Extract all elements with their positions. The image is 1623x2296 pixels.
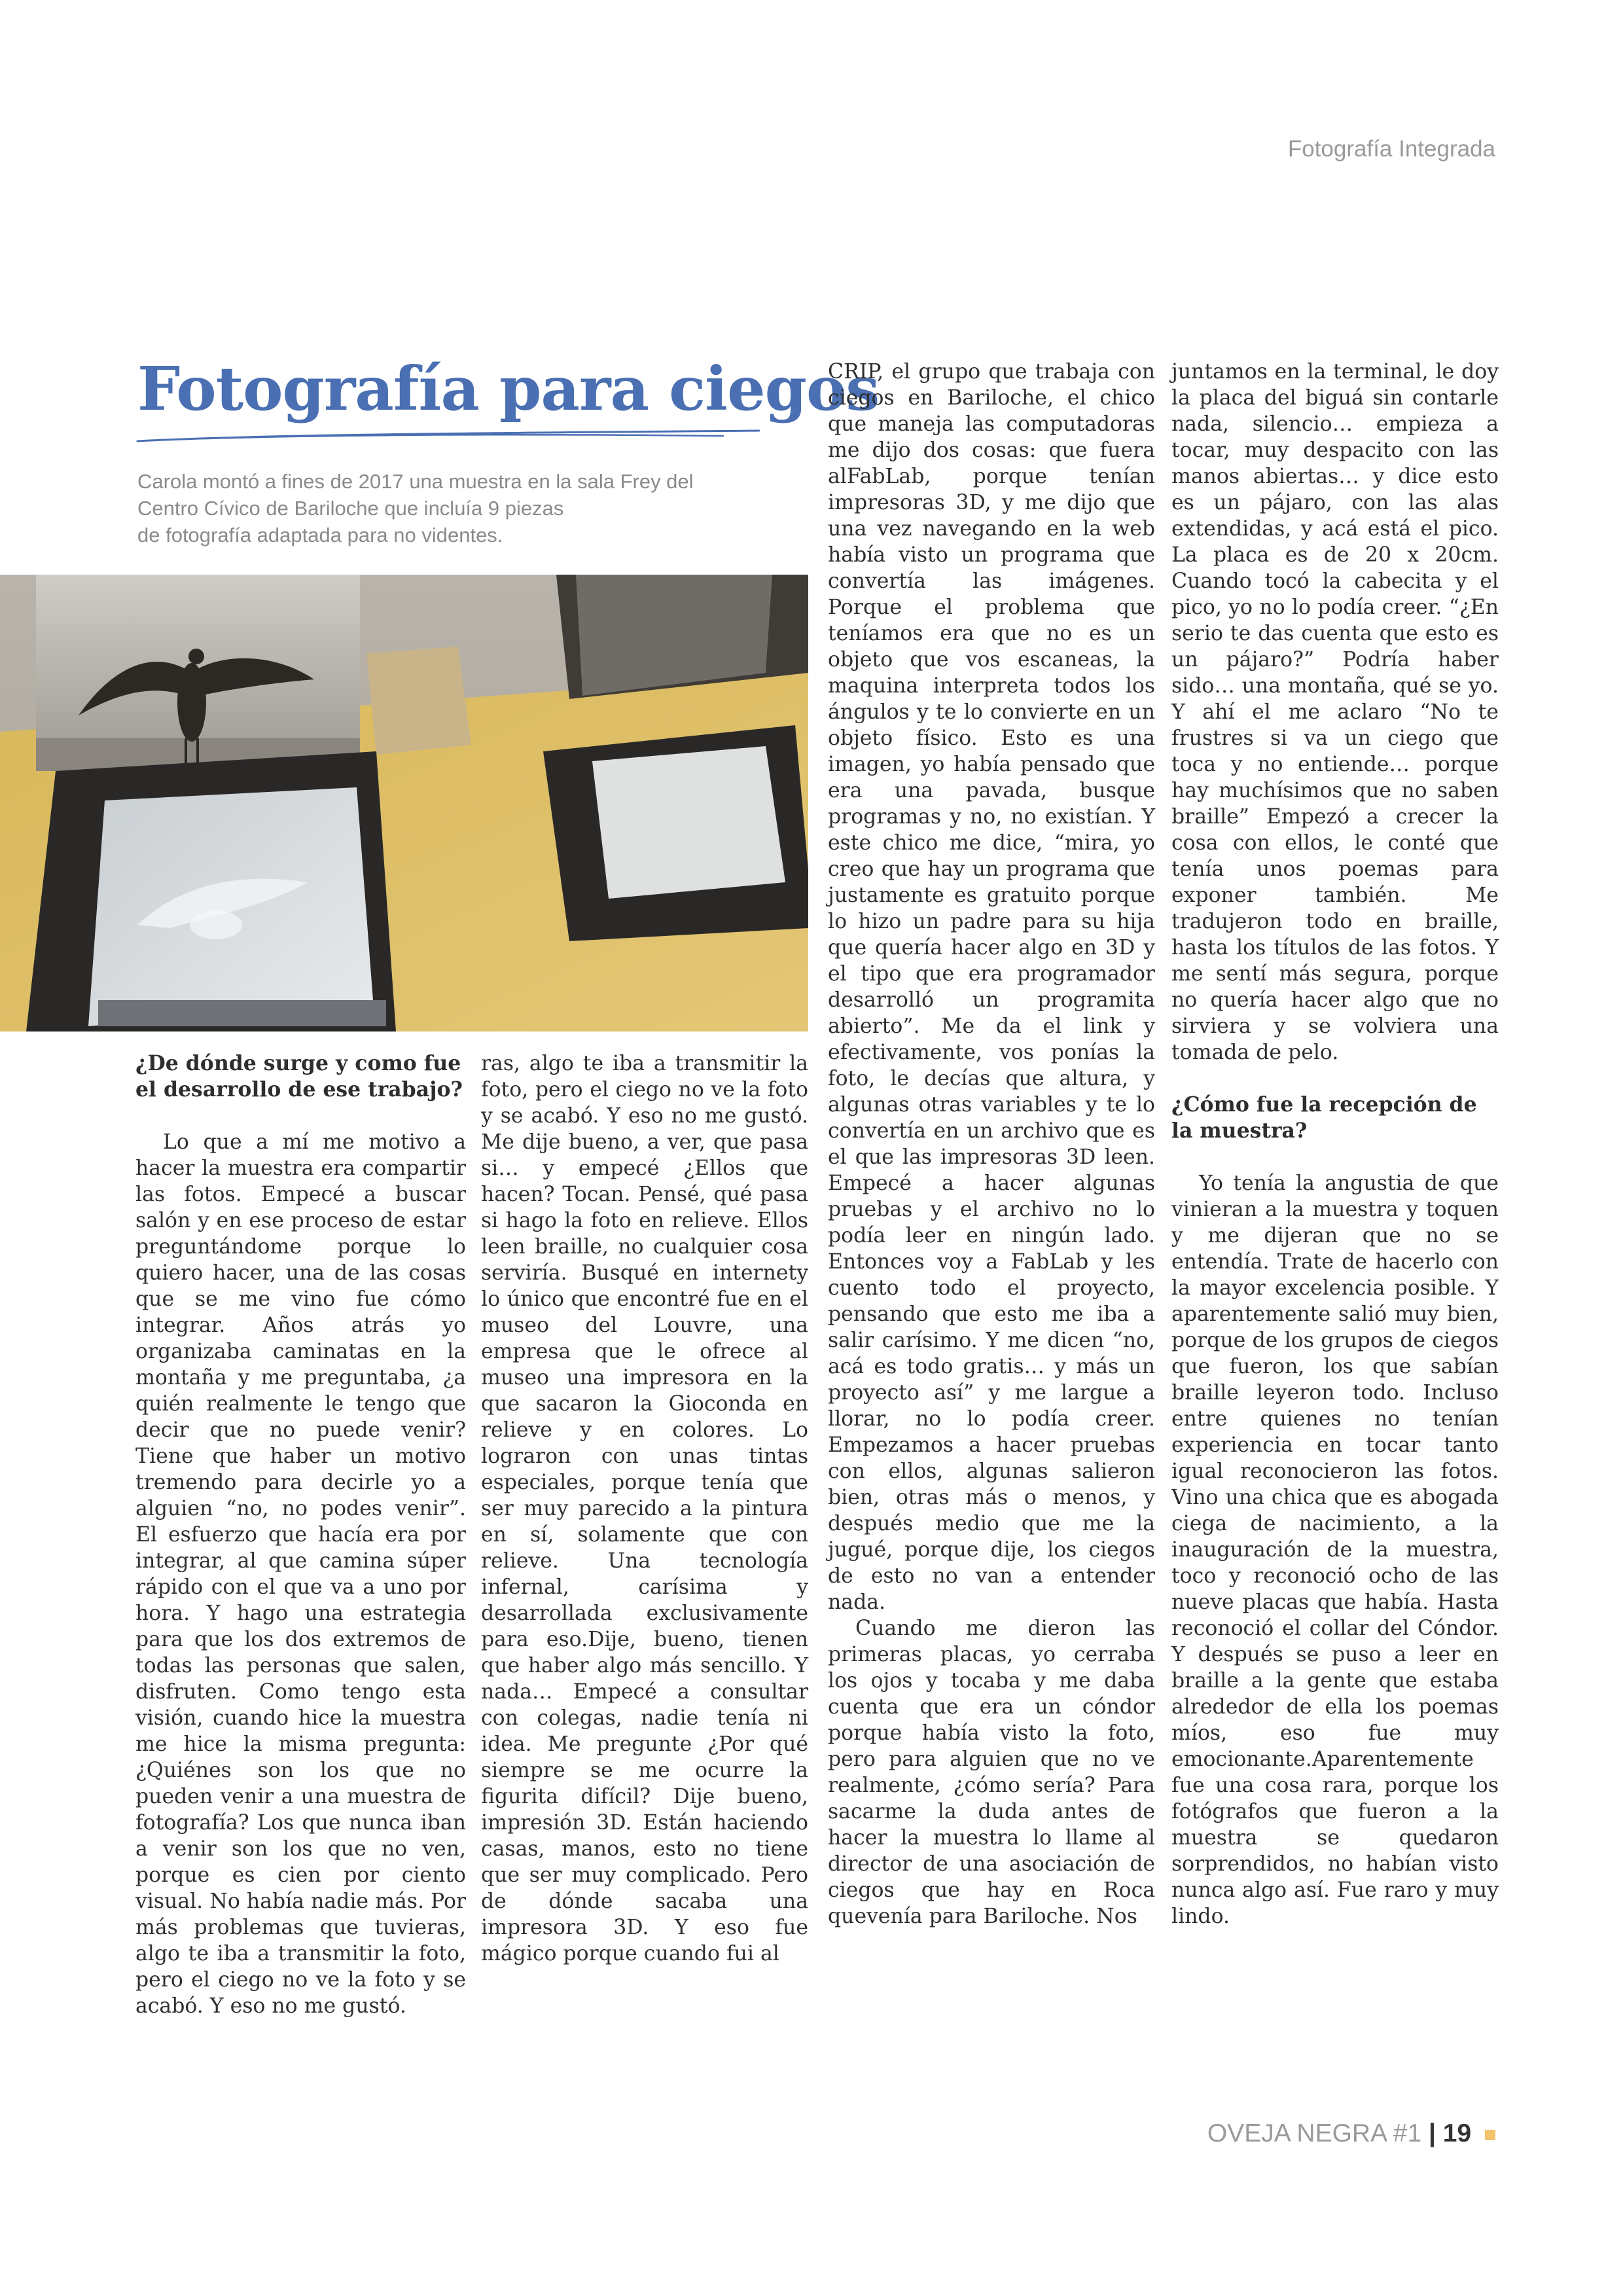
footer-separator: |	[1429, 2119, 1436, 2147]
paragraph: ras, algo te iba a transmitir la foto, pero el ciego no ve la foto y se acabó. Y eso no me gustó. Me dije bueno, a ver, que pasa si… y empecé ¿Ellos que hacen? Tocan. Pensé, qué pasa si hago la foto en relieve. Ellos leen braille, no cualquier cosa serviría. Busqué en internety lo único que encontré fue en el museo del Louvre, una empresa que le ofrece al museo una impresora en la que sacaron la Gioconda en relieve y en colores. Lo lograron con unas tintas especiales, porque tenía que ser muy parecido a la pintura en sí, solamente que con relieve. Una tecnología infernal, carísima y desarrollada exclusivamente para eso.Dije, bueno, tienen que haber algo más sencillo. Y nada… Empecé a consultar con colegas, nadie tenía ni idea. Me pregunte ¿Por qué siempre se me ocurre la figurita difícil? Dije bueno, impresión 3D. Están haciendo casas, manos, esto no tiene que ser muy complicado. Pero de dónde sacaba una impresora 3D. Y eso fue mágico porque cuando fui al	[481, 1052, 808, 1965]
magazine-name: OVEJA NEGRA #1	[1207, 2119, 1422, 2147]
intro-line: de fotografía adaptada para no videntes.	[137, 524, 503, 547]
title-underline	[134, 425, 762, 445]
paragraph: Yo tenía la angustia de que vinieran a la muestra y toquen y me dijeran que no se entendía. Trate de hacerlo con la mayor excelencia posible. Y aparentemente salió muy bien, porque de los grupos de ciegos que fueron, los que sabían braille leyeron todo. Incluso entre quienes no tenían experiencia en tocar tanto igual reconocieron las fotos. Vino una chica que es abogada ciega de nacimiento, a la inauguración de la muestra, toco y reconoció ocho de las nueve placas que había. Hasta reconoció el collar del Cóndor. Y después se puso a leer en braille a la gente que estaba alrededor de ella los poemas míos, eso fue muy emocionante.Aparentemente fue una cosa rara, porque los fotógrafos que fueron a la muestra se quedaron sorprendidos, no habían visto nunca algo así. Fue raro y muy lindo.	[1171, 1172, 1499, 1928]
article-title: Fotografía para ciegos	[137, 353, 880, 424]
intro-line: Carola montó a fines de 2017 una muestra en la sala Frey del	[137, 470, 694, 493]
running-head: Fotografía Integrada	[1287, 136, 1495, 162]
paragraph: Cuando me dieron las primeras placas, yo cerraba los ojos y tocaba y me daba cuenta que era un cóndor porque había visto la foto, pero para alguien que no ve realmente, ¿cómo sería? Para sacarme la duda antes de hacer la muestra lo llame al director de una asociación de ciegos que hay en Roca quevenía para Bariloche. Nos	[828, 1617, 1155, 1928]
paragraph: Lo que a mí me motivo a hacer la muestra era compartir las fotos. Empecé a buscar salón y en ese proceso de estar preguntándome porque lo quiero hacer, una de las cosas que se me vino fue cómo integrar. Años atrás yo organizaba caminatas en la montaña y me preguntaba, ¿a quién realmente le tengo que decir que no puede venir? Tiene que haber un motivo tremendo para decirle yo a alguien “no, no podes venir”. El esfuerzo que hacía era por integrar, al que camina súper rápido con el que va a uno por hora. Y hago una estrategia para que los dos extremos de todas las personas que salen, disfruten. Como tengo esta visión, cuando hice la muestra me hice la misma pregunta: ¿Quiénes son los que no pueden venir a una muestra de fotografía? Los que nunca iban a venir son los que no ven, porque es cien por ciento visual. No había nadie más. Por más problemas que tuvieras, algo te iba a transmitir la foto, pero el ciego no ve la foto y se acabó. Y eso no me gustó.	[135, 1130, 466, 2018]
exhibition-photo	[0, 575, 808, 1031]
square-icon	[1485, 2130, 1495, 2140]
column-1	[135, 1050, 466, 2019]
paragraph: juntamos en la terminal, le doy la placa del biguá sin contarle nada, silencio… empieza a tocar, muy despacito con las manos abiertas… y dice esto es un pájaro, con las alas extendidas, y acá está el pico. La placa es de 20 x 20cm. Cuando tocó la cabecita y el pico, yo no lo podía creer. “¿En serio te das cuenta que esto es un pájaro?” Podría haber sido… una montaña, qué se yo. Y ahí el me aclaro “No te frustres si va un ciego que toca y no entiende… porque hay muchísimos que no saben braille” Empezó a crecer la cosa con ellos, le conté que tenía unos poemas para exponer también. Me tradujeron todo en braille, hasta los títulos de las fotos. Y me sentí más segura, porque no quería hacer algo que no sirviera y se volviera una tomada de pelo.	[1171, 360, 1499, 1064]
intro-line: Centro Cívico de Bariloche que incluía 9 piezas	[137, 497, 564, 520]
paragraph: CRIP, el grupo que trabaja con ciegos en Bariloche, el chico que maneja las computadoras me dijo dos cosas: que fuera alFabLab, porque tenían impresoras 3D, y me dijo que una vez navegando en la web había visto un programa que convertía las imágenes. Porque el problema que teníamos era que no es un objeto que vos escaneas, la maquina interpreta todos los ángulos y te lo convierte en un objeto físico. Esto es una imagen, yo había pensado que era una pavada, busque programas y no, no existían. Y este chico me dice, “mira, yo creo que hay un programa que justamente es gratuito porque lo hizo un padre para su hija que quería hacer algo en 3D y el tipo que era programador desarrolló un programita abierto”. Me da el link y efectivamente, vos ponías la foto, le decías que altura, y algunas otras variables y te lo convertía en un archivo que es el que las impresoras 3D leen. Empecé a hacer algunas pruebas y el archivo no lo podía leer en ningún lado. Entonces voy a FabLab y les cuento todo el proyecto, pensando que esto me iba a salir carísimo. Y me dicen “no, acá es todo gratis… y más un proyecto así” y me largue a llorar, no lo podía creer. Empezamos a hacer pruebas con ellos, algunas salieron bien, otras más o menos, y después medio que me la jugué, porque dije, los ciegos de esto no van a entender nada.	[828, 360, 1155, 1614]
page-number: 19	[1442, 2119, 1472, 2147]
column-2	[481, 1050, 808, 1967]
exhibition-photo-illustration	[0, 575, 808, 1031]
article-intro	[137, 468, 766, 548]
column-3	[828, 359, 1155, 1929]
column-4	[1171, 359, 1499, 1929]
question-heading: ¿De dónde surge y como fue el desarrollo de ese trabajo?	[135, 1051, 463, 1102]
question-heading: ¿Cómo fue la recepción de la muestra?	[1171, 1092, 1477, 1143]
page-footer	[1207, 2119, 1495, 2148]
